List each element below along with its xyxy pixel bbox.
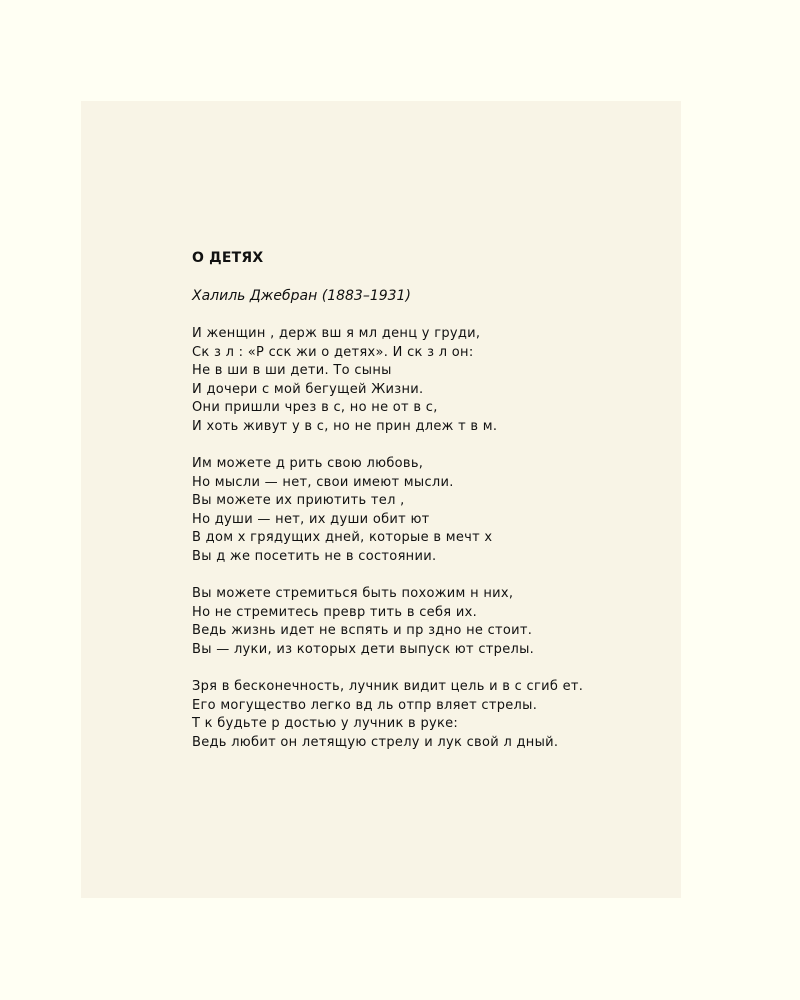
poem-line: Ск з л : «Р сск жи о детях». И ск з л он: [192,344,474,360]
stanza-2 [192,455,672,567]
poem-line: Им можете д рить свою любовь, [192,456,424,472]
poem-line: Т к будьте р достью у лучник в руке: [192,716,459,732]
stanza-4 [192,678,672,752]
poem-line: Не в ши в ши дети. То сыны [192,363,392,379]
poem-line: Они пришли чрез в с, но не от в с, [192,400,438,416]
poem-line: Вы можете стремиться быть похожим н них, [192,586,514,602]
poem-line: Зря в бесконечность, лучник видит цель и в с сгиб ет. [192,679,584,694]
document-page [81,101,681,898]
poem-line: Вы — луки, из которых дети выпуск ют стрелы. [192,641,535,657]
poem-content [192,249,672,771]
poem-line: Ведь любит он летящую стрелу и лук свой л дный. [192,734,559,750]
poem-line: Но души — нет, их души обит ют [192,511,430,527]
poem-line: Ведь жизнь идет не вспять и пр здно не стоит. [192,623,533,639]
poem-line: Вы можете их приютить тел , [192,493,405,509]
poem-line: И дочери с мой бегущей Жизни. [192,381,424,397]
poem-line: И хоть живут у в с, но не прин длеж т в м. [192,418,498,434]
stanza-3 [192,585,672,659]
poem-line: Вы д же посетить не в состоянии. [192,549,437,565]
poem-line: Его могущество легко вд ль отпр вляет стрелы. [192,697,538,713]
poem-line: Но не стремитесь превр тить в себя их. [192,604,477,620]
poem-line: Но мысли — нет, свои имеют мысли. [192,474,454,490]
poem-line: В дом х грядущих дней, которые в мечт х [192,530,493,546]
poem-author: Халиль Джебран (1883–1931) [192,288,411,304]
poem-title: О ДЕТЯХ [192,250,264,266]
stanza-1 [192,325,672,437]
poem-line: И женщин , держ вш я мл денц у груди, [192,326,481,341]
